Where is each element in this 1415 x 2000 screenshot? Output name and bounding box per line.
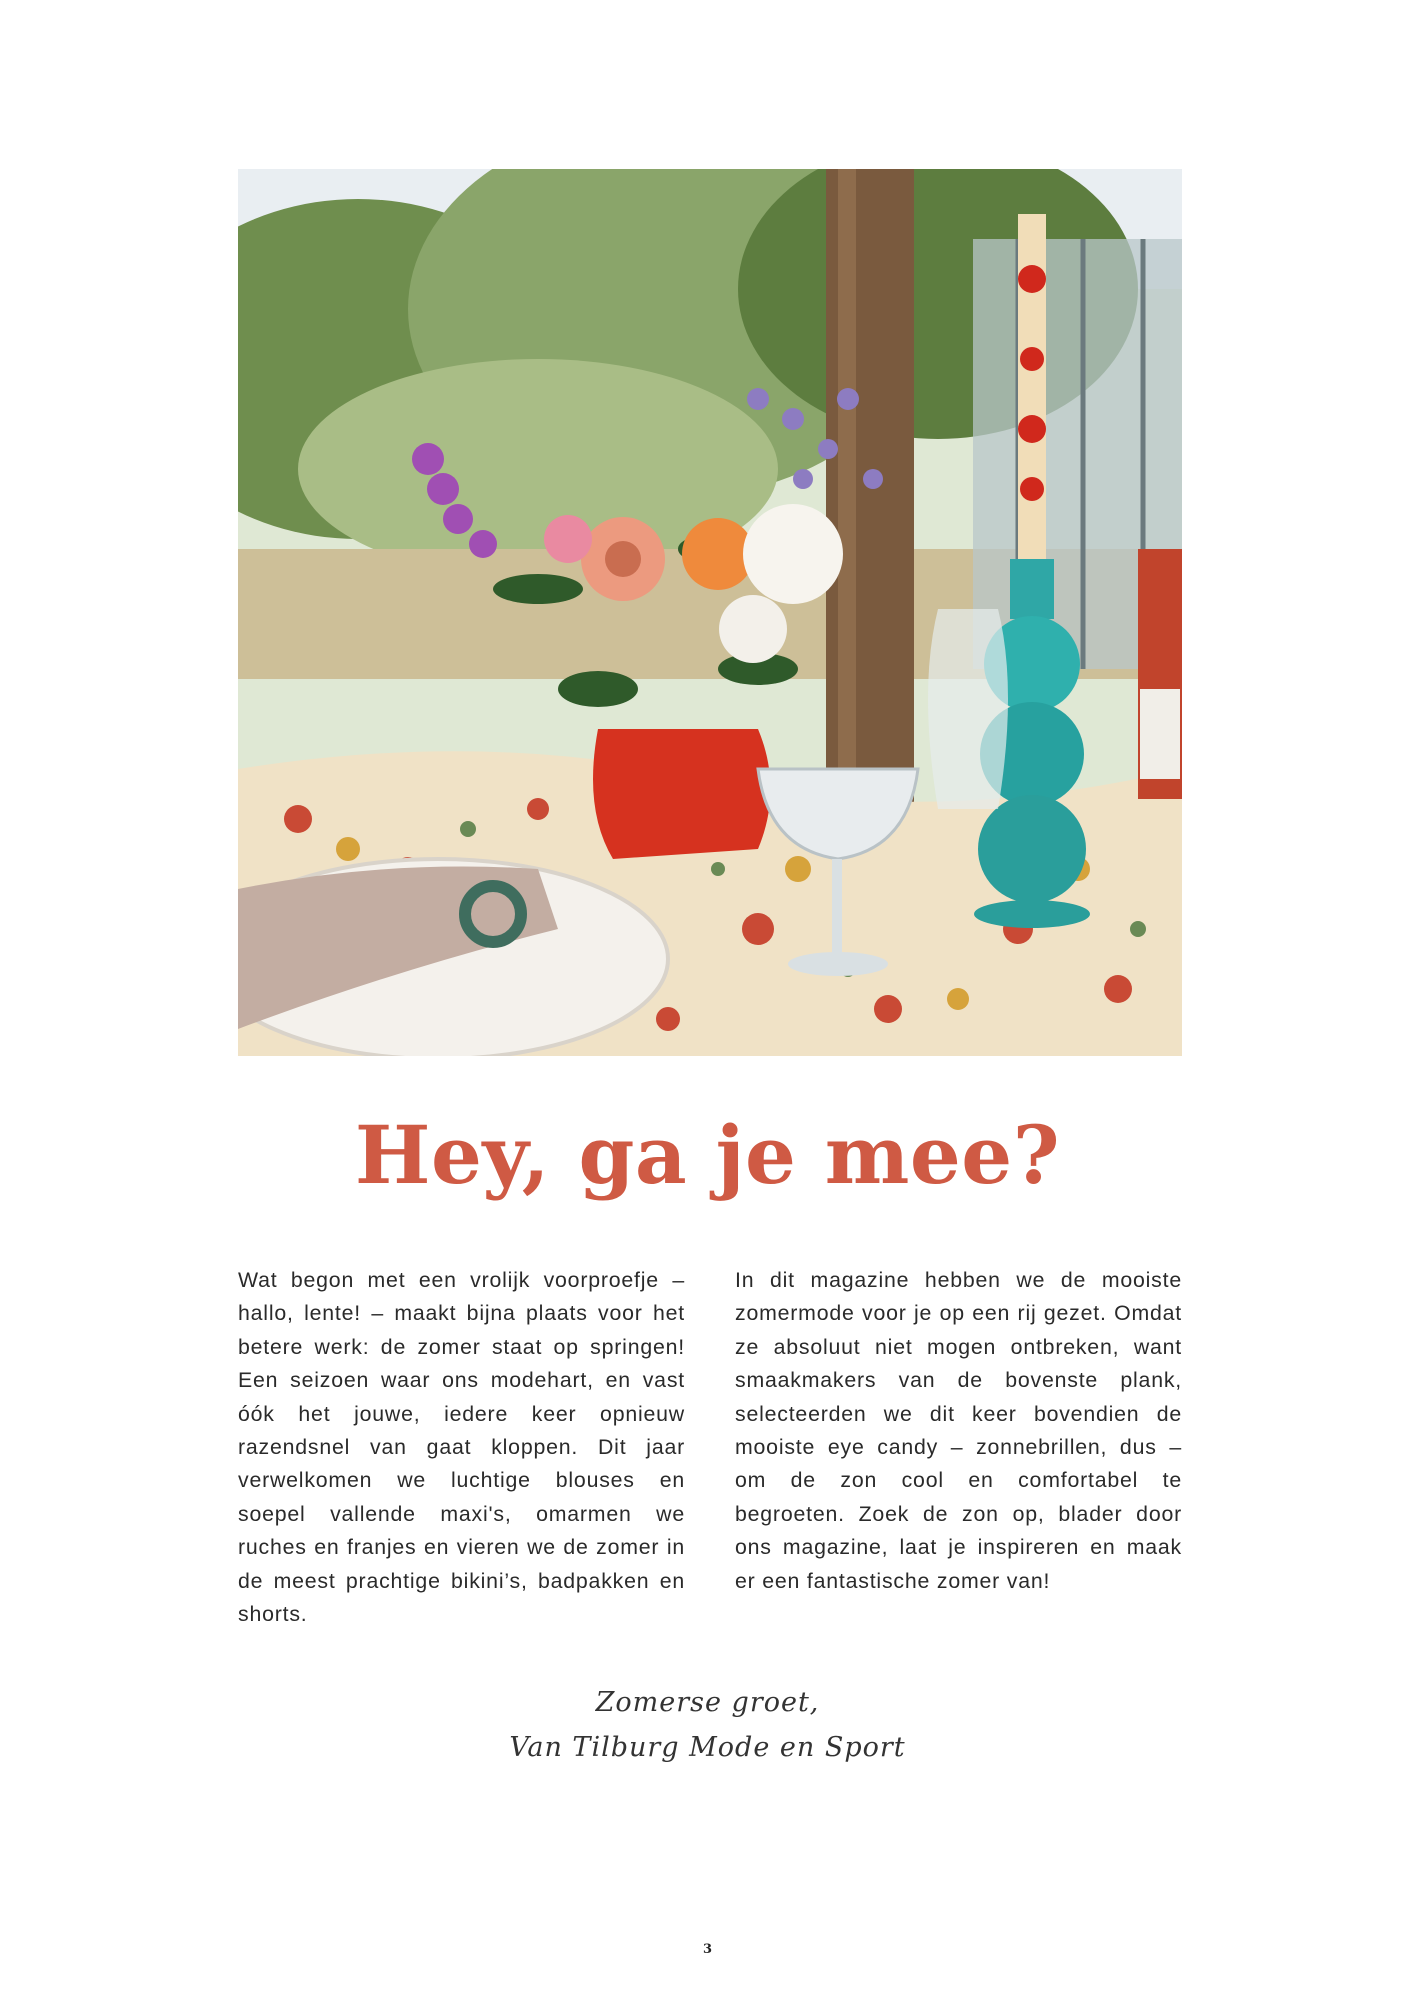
page-headline: Hey, ga je mee?: [354, 1108, 1061, 1202]
signature-sender: Van Tilburg Mode en Sport: [509, 1732, 906, 1763]
table-setting-illustration: [238, 169, 1182, 1056]
intro-paragraph-right: In dit magazine hebben we de mooiste zomermode voor je op een rij gezet. Omdat ze absoluut niet mogen ontbreken, want smaakmakers van de bovenste plank, selecteerden we dit keer bovendien de mooiste eye candy – zonnebrillen, dus – om de zon cool en comfortabel te begroeten. Zoek de zon op, blader door ons magazine, laat je inspireren en maak er een fantastische zomer van!: [735, 1268, 1182, 1593]
hero-photo-table-setting: [238, 169, 1182, 1056]
intro-paragraph-left: Wat begon met een vrolijk voorproefje – hallo, lente! – maakt bijna plaats voor het betere werk: de zomer staat op springen! Een seizoen waar ons modehart, en vast óók het jouwe, iedere keer opnieuw razendsnel van gaat kloppen. Dit jaar verwelkomen we luchtige blouses en soepel vallende maxi's, omarmen we ruches en franjes en vieren we de zomer in de meest prachtige bikini’s, badpakken en shorts.: [238, 1268, 685, 1627]
signature-greeting: Zomerse groet,: [595, 1687, 820, 1718]
page-number: 3: [702, 1942, 713, 1957]
signature-block: [0, 1680, 1415, 1770]
